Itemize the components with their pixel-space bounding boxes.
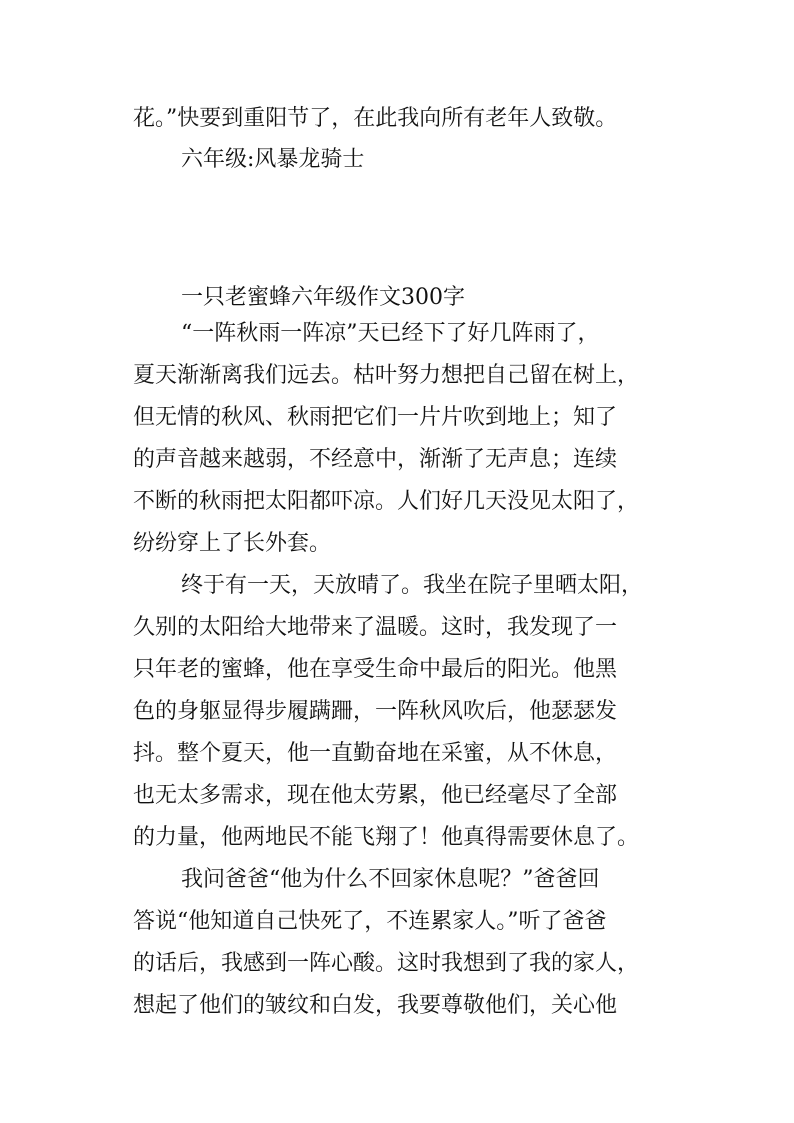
prev-article-line: 花。”快要到重阳节了，在此我向所有老年人致敬。 (133, 106, 618, 131)
paragraph-2-line: 也无太多需求，现在他太劳累，他已经毫尽了全部 (133, 783, 618, 808)
paragraph-1-line: 的声音越来越弱，不经意中，渐渐了无声息；连续 (133, 447, 618, 472)
paragraph-3-line: 我问爸爸“他为什么不回家休息呢？”爸爸回 (181, 867, 600, 892)
paragraph-1-line: 但无情的秋风、秋雨把它们一片片吹到地上；知了 (133, 405, 618, 430)
paragraph-1-line: 夏天渐渐离我们远去。枯叶努力想把自己留在树上， (133, 363, 640, 388)
paragraph-1-line: 不断的秋雨把太阳都吓凉。人们好几天没见太阳了， (133, 489, 640, 514)
paragraph-1-line: “一阵秋雨一阵凉”天已经下了好几阵雨了， (181, 321, 600, 346)
article-title: 一只老蜜蜂六年级作文300字 (181, 285, 465, 310)
paragraph-2-line: 色的身躯显得步履蹒跚，一阵秋风吹后，他瑟瑟发 (133, 699, 618, 724)
paragraph-2-line: 久别的太阳给大地带来了温暖。这时，我发现了一 (133, 615, 618, 640)
paragraph-3-line: 答说“他知道自己快死了，不连累家人。”听了爸爸 (133, 909, 607, 934)
prev-article-author: 六年级:风暴龙骑士 (181, 147, 365, 172)
paragraph-2-line: 抖。整个夏天，他一直勤奋地在采蜜，从不休息， (133, 741, 618, 766)
paragraph-3-line: 想起了他们的皱纹和白发，我要尊敬他们，关心他 (133, 993, 618, 1018)
paragraph-2-line: 终于有一天，天放晴了。我坐在院子里晒太阳， (181, 573, 644, 598)
paragraph-2-line: 的力量，他两地民不能飞翔了！他真得需要休息了。 (133, 825, 640, 850)
paragraph-2-line: 只年老的蜜蜂，他在享受生命中最后的阳光。他黑 (133, 657, 618, 682)
paragraph-3-line: 的话后，我感到一阵心酸。这时我想到了我的家人， (133, 951, 640, 976)
paragraph-1-line: 纷纷穿上了长外套。 (133, 531, 332, 556)
